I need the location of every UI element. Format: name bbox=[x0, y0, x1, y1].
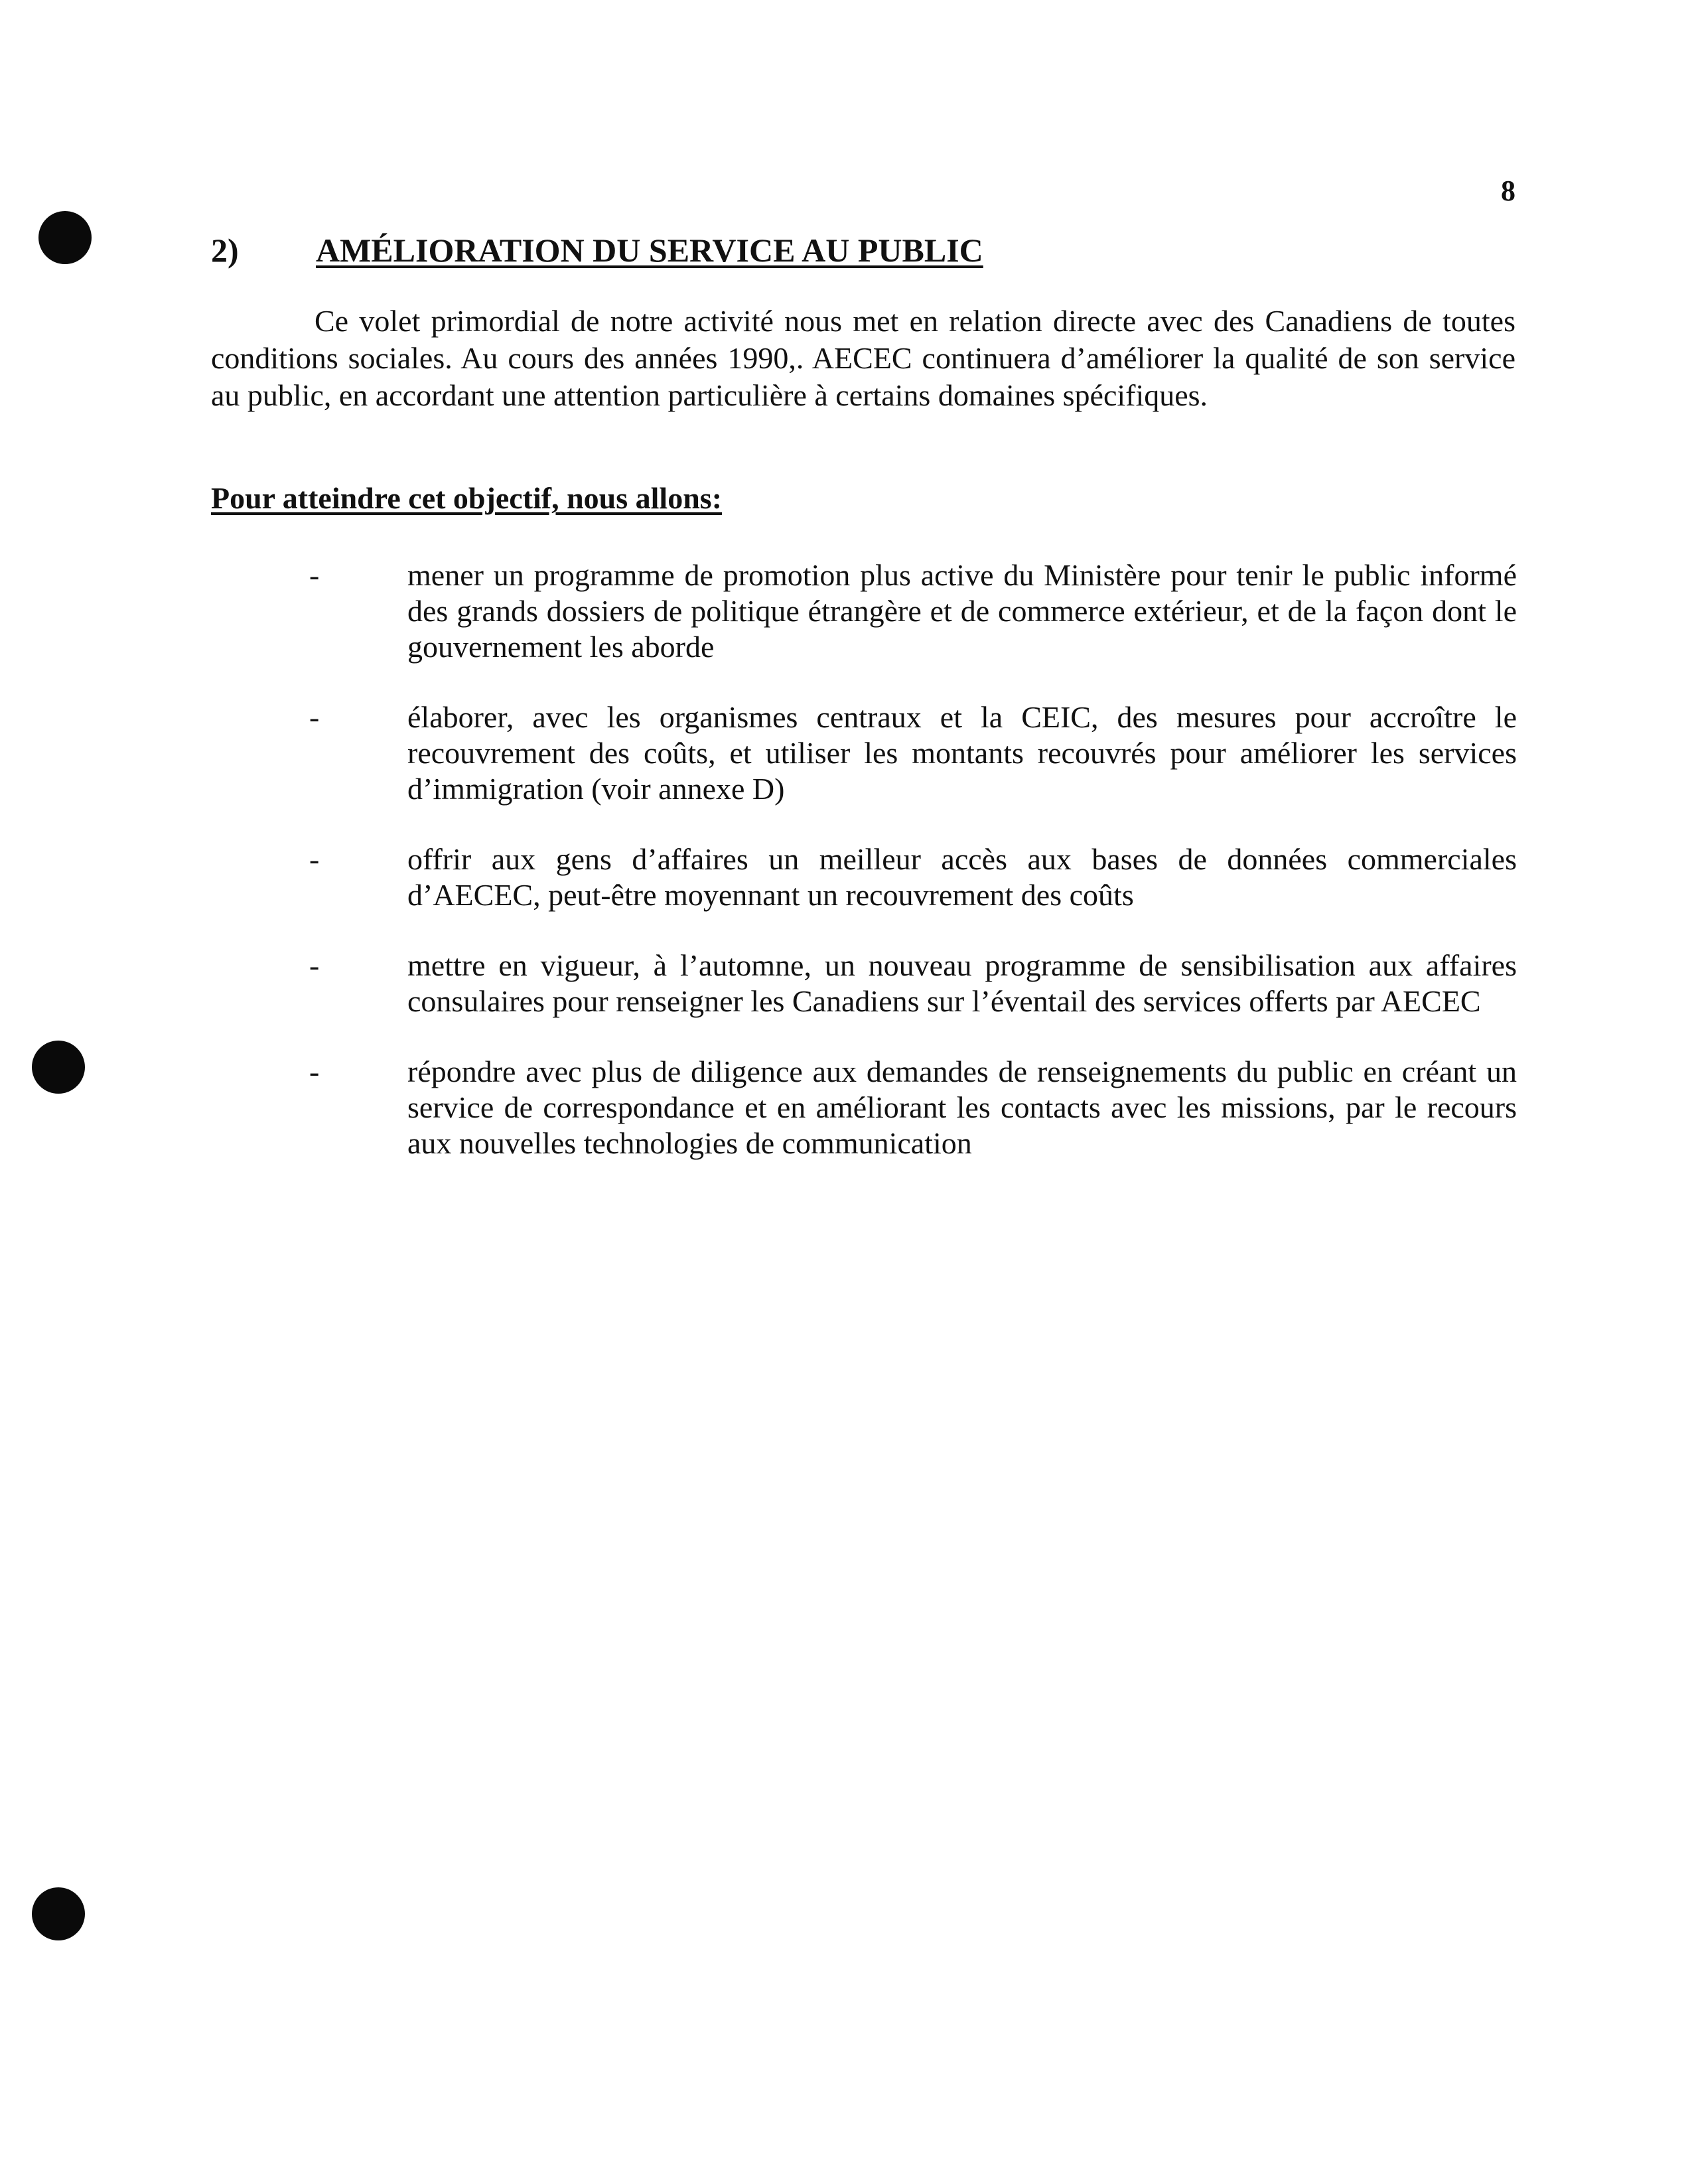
bullet-text: mettre en vigueur, à l’automne, un nouveau programme de sensibilisation aux affaires consulaires pour renseigner les Canadiens sur l’éventail des services offerts par AECEC bbox=[407, 948, 1517, 1018]
section-heading bbox=[211, 231, 983, 269]
binder-hole-middle bbox=[32, 1041, 85, 1094]
bullet-text: offrir aux gens d’affaires un meilleur accès aux bases de données commerciales d’AECEC, peut-être moyennant un recouvrement des coûts bbox=[407, 842, 1517, 912]
bullet-marker: - bbox=[309, 1055, 320, 1088]
list-item bbox=[292, 841, 1517, 913]
bullet-marker: - bbox=[309, 842, 320, 876]
bullet-text: mener un programme de promotion plus active du Ministère pour tenir le public informé des grands dossiers de politique étrangère et de commerce extérieur, et de la façon dont le gouvernement les aborde bbox=[407, 558, 1517, 664]
list-item bbox=[292, 948, 1517, 1019]
intro-paragraph: Ce volet primordial de notre activité nous met en relation directe avec des Canadiens de toutes conditions sociales. Au cours des années 1990,. AECEC continuera d’améliorer la qualité de son service au public, en accordant une attention particulière à certains domaines spécifiques. bbox=[211, 304, 1515, 412]
list-item bbox=[292, 1054, 1517, 1161]
bullet-text: répondre avec plus de diligence aux demandes de renseignements du public en créant un service de correspondance et en améliorant les contacts avec les missions, par le recours aux nouvelles technologies de communication bbox=[407, 1055, 1517, 1160]
bullet-marker: - bbox=[309, 558, 320, 592]
bullet-marker: - bbox=[309, 948, 320, 982]
page-number: 8 bbox=[1501, 175, 1515, 207]
binder-hole-top bbox=[38, 211, 92, 264]
bullet-text: élaborer, avec les organismes centraux et la CEIC, des mesures pour accroître le recouvrement des coûts, et utiliser les montants recouvrés pour améliorer les services d’immigration (voir annexe D) bbox=[407, 700, 1517, 806]
bullet-marker: - bbox=[309, 700, 320, 734]
binder-hole-bottom bbox=[32, 1887, 85, 1940]
section-number: 2) bbox=[211, 232, 239, 269]
bullet-list bbox=[292, 557, 1517, 1196]
list-item bbox=[292, 699, 1517, 807]
section-title: AMÉLIORATION DU SERVICE AU PUBLIC bbox=[316, 232, 983, 269]
objective-label: Pour atteindre cet objectif, nous allons: bbox=[211, 481, 723, 515]
list-item bbox=[292, 557, 1517, 665]
